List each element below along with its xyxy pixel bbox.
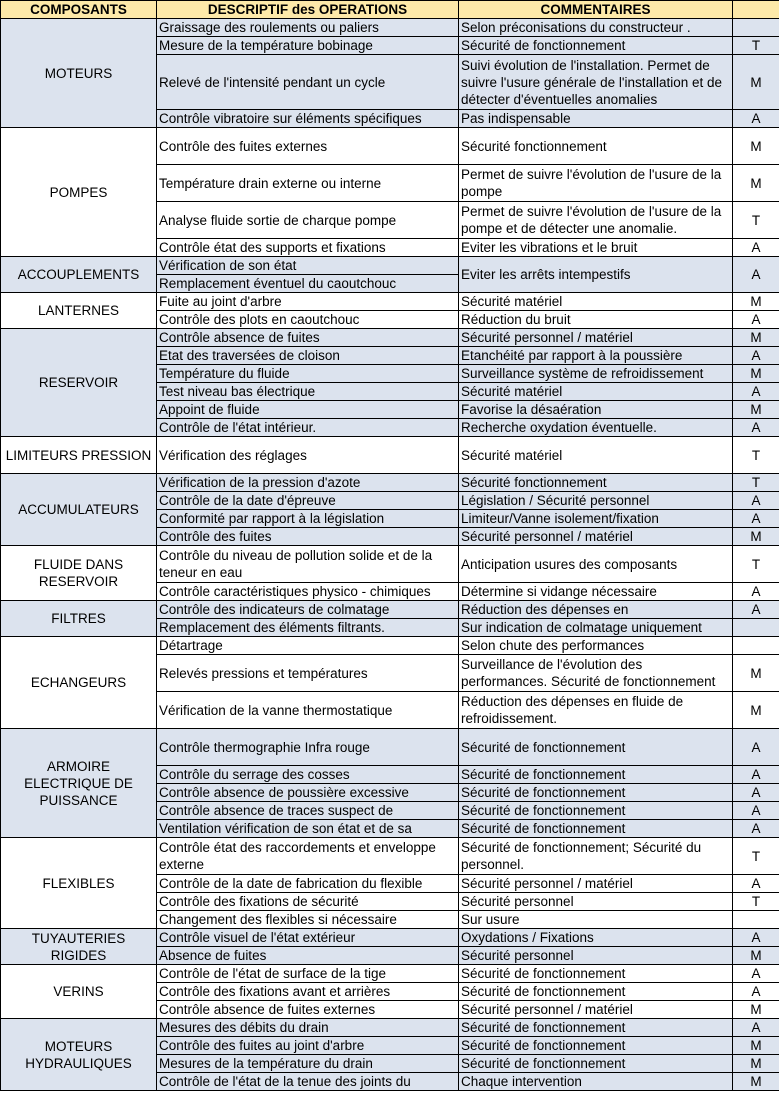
frequency-code: M: [733, 692, 779, 729]
header-descriptif: DESCRIPTIF des OPERATIONS: [157, 1, 459, 19]
table-row: [1, 437, 779, 474]
header-composants: COMPOSANTS: [1, 1, 157, 19]
comment-cell: Sécurité personnel / matériel: [459, 528, 733, 546]
operation-cell: Température drain externe ou interne: [157, 165, 459, 202]
operation-cell: Contrôle de l'état de surface de la tige: [157, 965, 459, 983]
frequency-code: A: [733, 383, 779, 401]
comment-cell: Sécurité de fonctionnement; Sécurité du personnel.: [459, 838, 733, 875]
comment-cell: Sécurité personnel: [459, 893, 733, 911]
frequency-code: M: [733, 1073, 779, 1091]
operation-cell: Contrôle de la date de fabrication du flexible: [157, 875, 459, 893]
component-name: FILTRES: [1, 601, 157, 637]
comment-cell: Sécurité de fonctionnement: [459, 766, 733, 784]
comment-cell: Etanchéité par rapport à la poussière: [459, 347, 733, 365]
comment-cell: Réduction des dépenses en: [459, 601, 733, 619]
table-row: [1, 474, 779, 492]
comment-cell: Sécurité fonctionnement: [459, 474, 733, 492]
component-name: MOTEURS HYDRAULIQUES: [1, 1019, 157, 1091]
comment-cell: Sécurité de fonctionnement: [459, 729, 733, 766]
frequency-code: A: [733, 110, 779, 128]
comment-cell: Sécurité personnel / matériel: [459, 329, 733, 347]
frequency-code: A: [733, 802, 779, 820]
component-name: FLUIDE DANS RESERVOIR: [1, 546, 157, 601]
operation-cell: Contrôle thermographie Infra rouge: [157, 729, 459, 766]
operation-cell: Relevé de l'intensité pendant un cycle: [157, 55, 459, 110]
comment-cell: Favorise la désaération: [459, 401, 733, 419]
frequency-code: T: [733, 838, 779, 875]
frequency-code: A: [733, 766, 779, 784]
comment-cell: Sécurité fonctionnement: [459, 128, 733, 165]
frequency-code: A: [733, 601, 779, 619]
frequency-code: A: [733, 1019, 779, 1037]
operation-cell: Remplacement des éléments filtrants.: [157, 619, 459, 637]
operation-cell: Contrôle des fixations de sécurité: [157, 893, 459, 911]
comment-cell: Permet de suivre l'évolution de l'usure de la pompe et de détecter une anomalie.: [459, 202, 733, 239]
comment-cell: Sécurité matériel: [459, 437, 733, 474]
table-row: [1, 128, 779, 165]
comment-cell: Selon chute des performances: [459, 637, 733, 655]
frequency-code: [733, 637, 779, 655]
frequency-code: M: [733, 947, 779, 965]
frequency-code: M: [733, 1001, 779, 1019]
table-row: [1, 601, 779, 619]
comment-cell: Sécurité de fonctionnement: [459, 983, 733, 1001]
comment-cell: Réduction des dépenses en fluide de refroidissement.: [459, 692, 733, 729]
operation-cell: Changement des flexibles si nécessaire: [157, 911, 459, 929]
operation-cell: Température du fluide: [157, 365, 459, 383]
table-body: [1, 19, 779, 1091]
frequency-code: A: [733, 239, 779, 257]
component-name: ARMOIRE ELECTRIQUE DE PUISSANCE: [1, 729, 157, 838]
comment-cell: Sur indication de colmatage uniquement: [459, 619, 733, 637]
comment-cell: Sécurité de fonctionnement: [459, 37, 733, 55]
frequency-code: M: [733, 655, 779, 692]
frequency-code: A: [733, 965, 779, 983]
comment-cell: Anticipation usures des composants: [459, 546, 733, 583]
operation-cell: Fuite au joint d'arbre: [157, 293, 459, 311]
comment-cell: Recherche oxydation éventuelle.: [459, 419, 733, 437]
table-row: [1, 329, 779, 347]
operation-cell: Graissage des roulements ou paliers: [157, 19, 459, 37]
operation-cell: Absence de fuites: [157, 947, 459, 965]
component-name: ACCUMULATEURS: [1, 474, 157, 546]
frequency-code: T: [733, 37, 779, 55]
table-row: [1, 293, 779, 311]
operation-cell: Analyse fluide sortie de charque pompe: [157, 202, 459, 239]
frequency-code: M: [733, 329, 779, 347]
comment-cell: Pas indispensable: [459, 110, 733, 128]
component-name: TUYAUTERIES RIGIDES: [1, 929, 157, 965]
comment-cell: Détermine si vidange nécessaire: [459, 583, 733, 601]
component-name: LANTERNES: [1, 293, 157, 329]
component-name: LIMITEURS PRESSION: [1, 437, 157, 474]
frequency-code: A: [733, 784, 779, 802]
header-commentaires: COMMENTAIRES: [459, 1, 733, 19]
comment-cell: Sécurité personnel / matériel: [459, 875, 733, 893]
frequency-code: M: [733, 55, 779, 110]
frequency-code: T: [733, 474, 779, 492]
comment-cell: Réduction du bruit: [459, 311, 733, 329]
component-name: VERINS: [1, 965, 157, 1019]
operation-cell: Contrôle vibratoire sur éléments spécifiques: [157, 110, 459, 128]
frequency-code: A: [733, 419, 779, 437]
frequency-code: A: [733, 492, 779, 510]
operation-cell: Contrôle du niveau de pollution solide et de la teneur en eau: [157, 546, 459, 583]
comment-cell: Eviter les vibrations et le bruit: [459, 239, 733, 257]
operation-cell: Contrôle de la date d'épreuve: [157, 492, 459, 510]
operation-cell: Détartrage: [157, 637, 459, 655]
frequency-code: [733, 19, 779, 37]
operation-cell: Vérification de la vanne thermostatique: [157, 692, 459, 729]
operation-cell: Test niveau bas électrique: [157, 383, 459, 401]
operation-cell: Contrôle des fuites externes: [157, 128, 459, 165]
component-name: RESERVOIR: [1, 329, 157, 437]
comment-cell: Sécurité de fonctionnement: [459, 1055, 733, 1073]
frequency-code: M: [733, 401, 779, 419]
frequency-code: A: [733, 347, 779, 365]
operation-cell: Mesures de la température du drain: [157, 1055, 459, 1073]
component-name: ECHANGEURS: [1, 637, 157, 729]
operation-cell: Contrôle absence de traces suspect de: [157, 802, 459, 820]
table-row: [1, 729, 779, 766]
comment-cell: Sécurité matériel: [459, 293, 733, 311]
comment-cell: Selon préconisations du constructeur .: [459, 19, 733, 37]
comment-cell: Sécurité de fonctionnement: [459, 1037, 733, 1055]
comment-cell: Sécurité de fonctionnement: [459, 784, 733, 802]
frequency-code: A: [733, 929, 779, 947]
frequency-code: M: [733, 128, 779, 165]
operation-cell: Contrôle des plots en caoutchouc: [157, 311, 459, 329]
frequency-code: A: [733, 729, 779, 766]
frequency-code: A: [733, 875, 779, 893]
frequency-code: M: [733, 1037, 779, 1055]
comment-cell: Permet de suivre l'évolution de l'usure de la pompe: [459, 165, 733, 202]
frequency-code: M: [733, 293, 779, 311]
frequency-code: A: [733, 583, 779, 601]
operation-cell: Contrôle du serrage des cosses: [157, 766, 459, 784]
frequency-code: A: [733, 983, 779, 1001]
operation-cell: Contrôle état des supports et fixations: [157, 239, 459, 257]
frequency-code: T: [733, 546, 779, 583]
operation-cell: Conformité par rapport à la législation: [157, 510, 459, 528]
frequency-code: T: [733, 437, 779, 474]
operation-cell: Mesure de la température bobinage: [157, 37, 459, 55]
comment-cell: Surveillance système de refroidissement: [459, 365, 733, 383]
comment-cell: Sécurité personnel: [459, 947, 733, 965]
component-name: MOTEURS: [1, 19, 157, 128]
header-row: [1, 1, 779, 19]
component-name: POMPES: [1, 128, 157, 257]
operation-cell: Ventilation vérification de son état et de sa: [157, 820, 459, 838]
operation-cell: Vérification de la pression d'azote: [157, 474, 459, 492]
operation-cell: Contrôle des indicateurs de colmatage: [157, 601, 459, 619]
operation-cell: Contrôle absence de fuites: [157, 329, 459, 347]
frequency-code: M: [733, 1055, 779, 1073]
operation-cell: Contrôle absence de fuites externes: [157, 1001, 459, 1019]
frequency-code: T: [733, 893, 779, 911]
comment-cell: Chaque intervention: [459, 1073, 733, 1091]
frequency-code: [733, 619, 779, 637]
operation-cell: Vérification de son état: [157, 257, 459, 275]
header-code: [733, 1, 779, 19]
operation-cell: Relevés pressions et températures: [157, 655, 459, 692]
comment-cell: Surveillance de l'évolution des performances. Sécurité de fonctionnement: [459, 655, 733, 692]
comment-cell: Sécurité de fonctionnement: [459, 1019, 733, 1037]
comment-cell: Sécurité de fonctionnement: [459, 802, 733, 820]
comment-cell: Sécurité personnel / matériel: [459, 1001, 733, 1019]
operation-cell: Contrôle visuel de l'état extérieur: [157, 929, 459, 947]
component-name: ACCOUPLEMENTS: [1, 257, 157, 293]
operation-cell: Contrôle état des raccordements et enveloppe externe: [157, 838, 459, 875]
operation-cell: Contrôle absence de poussière excessive: [157, 784, 459, 802]
operation-cell: Contrôle de l'état intérieur.: [157, 419, 459, 437]
frequency-code: M: [733, 528, 779, 546]
operation-cell: Contrôle de l'état de la tenue des joints du: [157, 1073, 459, 1091]
comment-cell: Sécurité de fonctionnement: [459, 965, 733, 983]
table-row: [1, 257, 779, 275]
operation-cell: Contrôle des fuites: [157, 528, 459, 546]
table-row: [1, 1019, 779, 1037]
operation-cell: Appoint de fluide: [157, 401, 459, 419]
comment-cell: Limiteur/Vanne isolement/fixation: [459, 510, 733, 528]
frequency-code: M: [733, 365, 779, 383]
table-row: [1, 546, 779, 583]
comment-cell: Législation / Sécurité personnel: [459, 492, 733, 510]
operation-cell: Contrôle caractéristiques physico - chimiques: [157, 583, 459, 601]
table-row: [1, 965, 779, 983]
comment-cell: Eviter les arrêts intempestifs: [459, 257, 733, 293]
frequency-code: A: [733, 257, 779, 293]
component-name: FLEXIBLES: [1, 838, 157, 929]
table-row: [1, 637, 779, 655]
comment-cell: Sécurité de fonctionnement: [459, 820, 733, 838]
comment-cell: Suivi évolution de l'installation. Permet de suivre l'usure générale de l'installation et de détecter d'éventuelles anomalies: [459, 55, 733, 110]
operation-cell: Vérification des réglages: [157, 437, 459, 474]
operation-cell: Contrôle des fuites au joint d'arbre: [157, 1037, 459, 1055]
comment-cell: Sécurité matériel: [459, 383, 733, 401]
comment-cell: Oxydations / Fixations: [459, 929, 733, 947]
operation-cell: Mesures des débits du drain: [157, 1019, 459, 1037]
frequency-code: A: [733, 820, 779, 838]
frequency-code: [733, 911, 779, 929]
frequency-code: T: [733, 202, 779, 239]
operation-cell: Etat des traversées de cloison: [157, 347, 459, 365]
frequency-code: A: [733, 311, 779, 329]
table-row: [1, 929, 779, 947]
table-row: [1, 19, 779, 37]
frequency-code: A: [733, 510, 779, 528]
table-row: [1, 838, 779, 875]
operation-cell: Remplacement éventuel du caoutchouc: [157, 275, 459, 293]
operation-cell: Contrôle des fixations avant et arrières: [157, 983, 459, 1001]
frequency-code: M: [733, 165, 779, 202]
comment-cell: Sur usure: [459, 911, 733, 929]
